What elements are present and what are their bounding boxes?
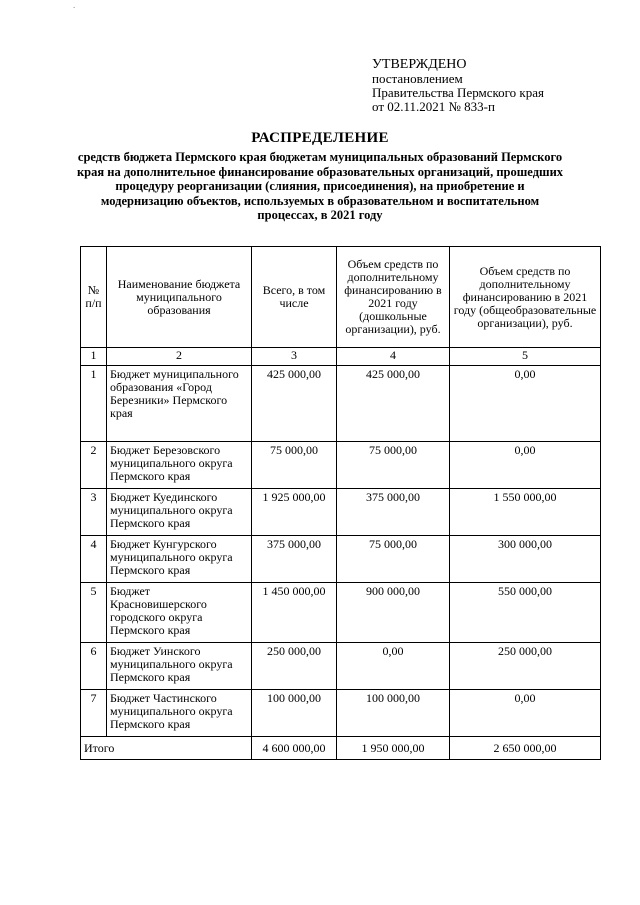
column-number: 3 — [252, 348, 337, 366]
table-row — [81, 643, 601, 690]
row-preschool: 425 000,00 — [337, 366, 450, 442]
total-general: 2 650 000,00 — [450, 737, 601, 760]
row-total: 1 925 000,00 — [252, 489, 337, 536]
total-label: Итого — [81, 737, 252, 760]
distribution-table — [80, 246, 601, 760]
row-general: 300 000,00 — [450, 536, 601, 583]
row-budget-name: Бюджет Березовского муниципального округа Пермского края — [107, 442, 252, 489]
row-total: 1 450 000,00 — [252, 583, 337, 643]
row-preschool: 0,00 — [337, 643, 450, 690]
row-number: 3 — [81, 489, 107, 536]
row-budget-name: Бюджет Уинского муниципального округа Пермского края — [107, 643, 252, 690]
row-general: 0,00 — [450, 442, 601, 489]
total-preschool: 1 950 000,00 — [337, 737, 450, 760]
header-general: Объем средств по дополнительному финансированию в 2021 году (общеобразовательные организации), руб. — [450, 247, 601, 348]
row-general: 550 000,00 — [450, 583, 601, 643]
row-number: 2 — [81, 442, 107, 489]
row-number: 4 — [81, 536, 107, 583]
header-budget-name: Наименование бюджета муниципального образования — [107, 247, 252, 348]
row-preschool: 75 000,00 — [337, 536, 450, 583]
column-number: 2 — [107, 348, 252, 366]
column-number: 4 — [337, 348, 450, 366]
row-budget-name: Бюджет Кунгурского муниципального округа Пермского края — [107, 536, 252, 583]
column-number-row — [81, 348, 601, 366]
document-subtitle: средств бюджета Пермского края бюджетам муниципальных образований Пермского края на дополнительное финансирование образовательных организаций, прошедших процедуру реорганизации (слияния, присоединения), на приобретение и модернизацию объектов, используемых в образовательном и воспитательном процессах, в 2021 году — [76, 150, 564, 222]
row-general: 250 000,00 — [450, 643, 601, 690]
row-total: 250 000,00 — [252, 643, 337, 690]
table-row — [81, 442, 601, 489]
total-sum: 4 600 000,00 — [252, 737, 337, 760]
row-budget-name: Бюджет муниципального образования «Город Березники» Пермского края — [107, 366, 252, 442]
approval-block — [372, 58, 622, 114]
row-number: 7 — [81, 690, 107, 737]
table-row — [81, 536, 601, 583]
row-general: 0,00 — [450, 690, 601, 737]
table-row — [81, 690, 601, 737]
row-total: 75 000,00 — [252, 442, 337, 489]
row-budget-name: Бюджет Красновишерского городского округа Пермского края — [107, 583, 252, 643]
column-number: 1 — [81, 348, 107, 366]
row-budget-name: Бюджет Частинского муниципального округа Пермского края — [107, 690, 252, 737]
row-preschool: 900 000,00 — [337, 583, 450, 643]
header-number: № п/п — [81, 247, 107, 348]
column-number: 5 — [450, 348, 601, 366]
table-row — [81, 366, 601, 442]
row-general: 1 550 000,00 — [450, 489, 601, 536]
scan-mark: . — [73, 0, 76, 10]
row-total: 100 000,00 — [252, 690, 337, 737]
row-preschool: 75 000,00 — [337, 442, 450, 489]
row-total: 425 000,00 — [252, 366, 337, 442]
approval-line-2: Правительства Пермского края — [372, 85, 544, 100]
row-general: 0,00 — [450, 366, 601, 442]
table-header-row — [81, 247, 601, 348]
row-total: 375 000,00 — [252, 536, 337, 583]
row-number: 6 — [81, 643, 107, 690]
approval-line-1: постановлением — [372, 71, 463, 86]
header-preschool: Объем средств по дополнительному финансированию в 2021 году (дошкольные организации), руб. — [337, 247, 450, 348]
approval-line-3: от 02.11.2021 № 833-п — [372, 99, 495, 114]
total-row — [81, 737, 601, 760]
row-budget-name: Бюджет Куединского муниципального округа Пермского края — [107, 489, 252, 536]
header-total: Всего, в том числе — [252, 247, 337, 348]
approval-head: УТВЕРЖДЕНО — [372, 57, 467, 72]
row-number: 5 — [81, 583, 107, 643]
row-preschool: 375 000,00 — [337, 489, 450, 536]
row-preschool: 100 000,00 — [337, 690, 450, 737]
row-number: 1 — [81, 366, 107, 442]
table-row — [81, 583, 601, 643]
document-title: РАСПРЕДЕЛЕНИЕ — [251, 130, 389, 146]
table-row — [81, 489, 601, 536]
